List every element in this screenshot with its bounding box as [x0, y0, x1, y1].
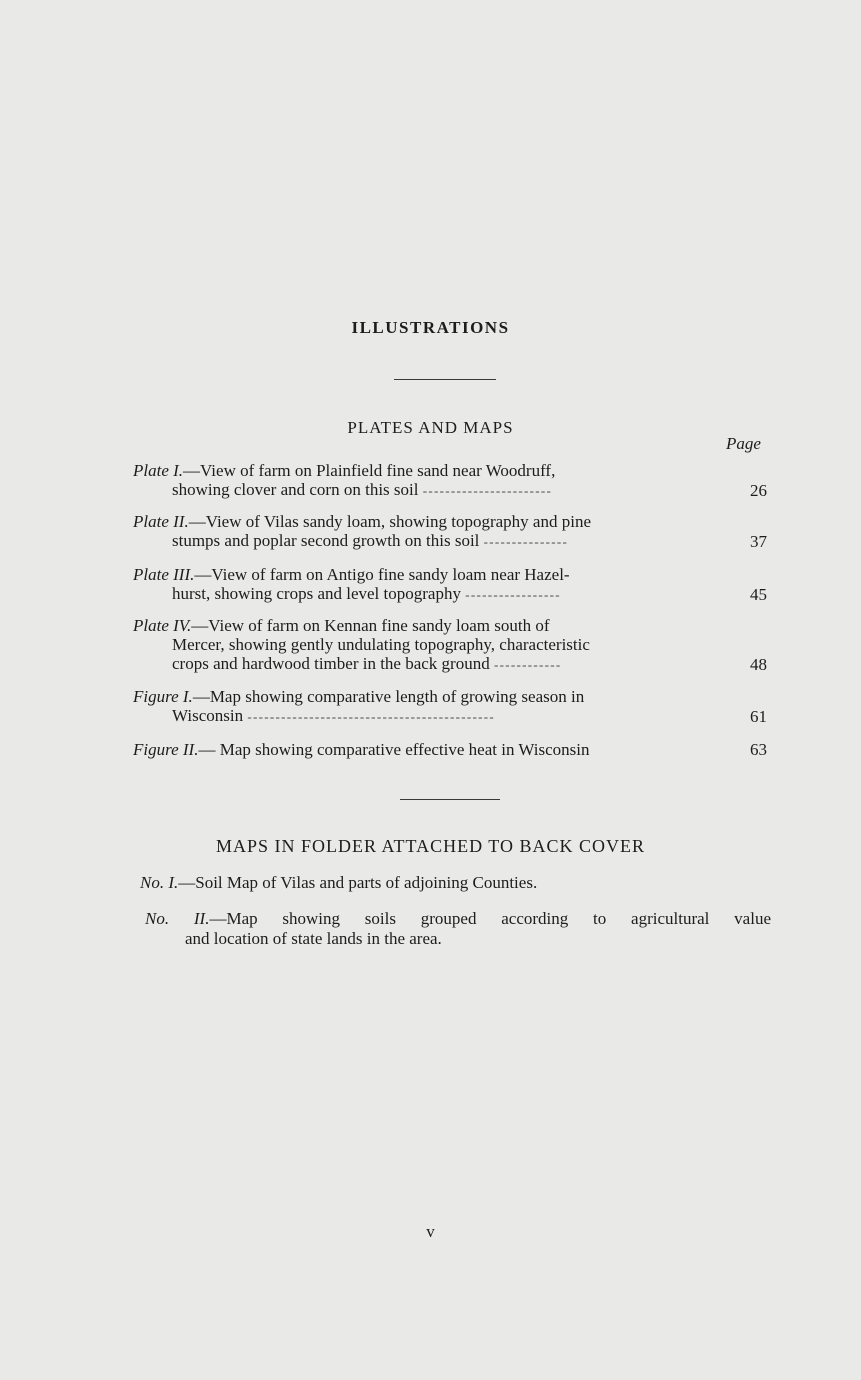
- entry-text: stumps and poplar second growth on this soil: [172, 531, 480, 550]
- plates-heading: PLATES AND MAPS: [347, 418, 514, 437]
- entry-text: —View of Vilas sandy loam, showing topography and pine: [188, 512, 591, 531]
- dot-leaders: ------------: [493, 657, 562, 672]
- dot-leaders: ---------------: [483, 534, 569, 549]
- entry-lead: Figure I.: [133, 687, 193, 706]
- list-item: [133, 461, 773, 500]
- entry-text: showing clover and corn on this soil: [172, 480, 419, 499]
- map-lead: No. II.: [145, 909, 210, 928]
- map-text: —Soil Map of Vilas and parts of adjoining Counties.: [178, 873, 538, 892]
- entry-lead: Plate III.: [133, 565, 195, 584]
- list-item: [133, 512, 773, 551]
- entry-text: —View of farm on Kennan fine sandy loam south of: [191, 616, 550, 635]
- map-text: and location of state lands in the area.: [185, 929, 442, 948]
- page-title: ILLUSTRATIONS: [351, 318, 510, 337]
- page-number: 45: [750, 585, 767, 604]
- dot-leaders: -----------------------: [422, 483, 553, 498]
- page-column-label: Page: [726, 434, 761, 453]
- entry-text: —Map showing comparative length of growing season in: [192, 687, 585, 706]
- list-item: [133, 565, 773, 604]
- entry-lead: Figure II.: [133, 740, 199, 759]
- maps-heading: MAPS IN FOLDER ATTACHED TO BACK COVER: [216, 836, 645, 856]
- divider-rule: [400, 799, 500, 800]
- divider-rule: [394, 379, 496, 380]
- page-folio: v: [426, 1222, 435, 1241]
- entry-text: —View of farm on Plainfield fine sand near Woodruff,: [183, 461, 556, 480]
- entry-text: — Map showing comparative effective heat in Wisconsin: [198, 740, 590, 759]
- entry-text: hurst, showing crops and level topography: [172, 584, 461, 603]
- list-item: [133, 740, 773, 759]
- list-item: [140, 873, 537, 893]
- map-text: —Map showing soils grouped according to agricultural value: [209, 909, 771, 928]
- page-number: 63: [750, 740, 767, 759]
- entry-text: Wisconsin: [172, 706, 244, 725]
- page-number: 26: [750, 481, 767, 500]
- entry-lead: Plate II.: [133, 512, 189, 531]
- page-number: 61: [750, 707, 767, 726]
- list-item: [145, 909, 771, 949]
- entry-text: —View of farm on Antigo fine sandy loam near Hazel-: [194, 565, 570, 584]
- entry-lead: Plate I.: [133, 461, 184, 480]
- dot-leaders: --------------------------------------------: [247, 709, 496, 724]
- list-item: [133, 687, 773, 726]
- map-lead: No. I.: [140, 873, 179, 892]
- page-number: 48: [750, 655, 767, 674]
- entry-lead: Plate IV.: [133, 616, 192, 635]
- entry-text: Mercer, showing gently undulating topography, characteristic: [172, 635, 590, 654]
- list-item: [133, 616, 773, 674]
- page-number: 37: [750, 532, 767, 551]
- dot-leaders: -----------------: [465, 587, 561, 602]
- entry-text: crops and hardwood timber in the back ground: [172, 654, 490, 673]
